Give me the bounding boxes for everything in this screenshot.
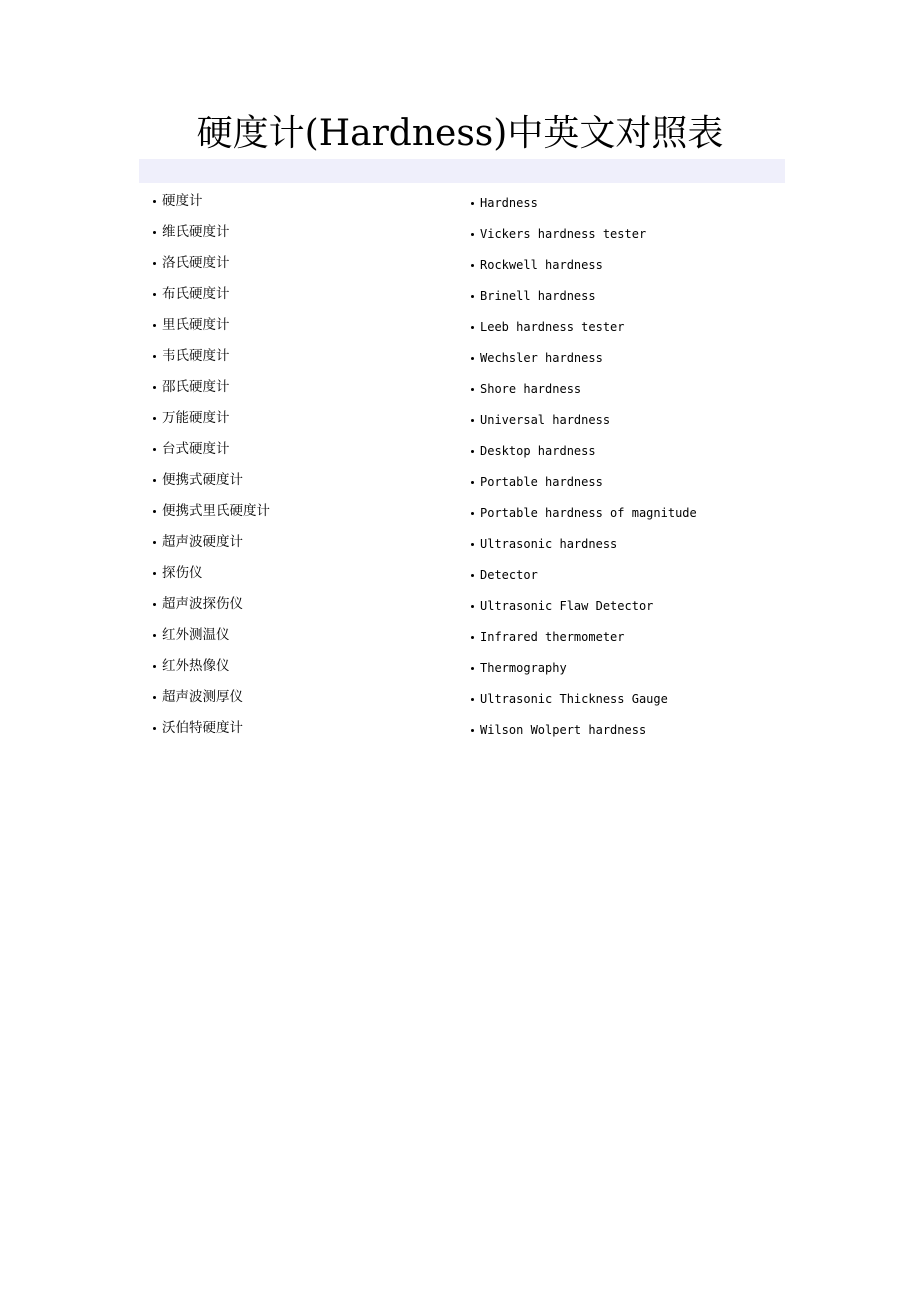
list-item — [150, 248, 450, 279]
bullet-icon — [471, 450, 474, 453]
bullet-icon — [471, 543, 474, 546]
english-term: Ultrasonic Thickness Gauge — [480, 692, 668, 706]
list-item — [150, 651, 450, 682]
bullet-icon — [153, 572, 156, 575]
chinese-term: 维氏硬度计 — [162, 224, 230, 240]
list-item — [468, 653, 798, 684]
list-item — [150, 713, 450, 744]
bullet-icon — [153, 696, 156, 699]
list-item — [468, 250, 798, 281]
list-item — [468, 467, 798, 498]
english-term: Vickers hardness tester — [480, 227, 647, 241]
english-term: Portable hardness of magnitude — [480, 506, 697, 520]
bullet-icon — [471, 202, 474, 205]
list-item — [468, 188, 798, 219]
list-item — [150, 465, 450, 496]
english-term: Brinell hardness — [480, 289, 596, 303]
list-item — [468, 219, 798, 250]
english-term: Leeb hardness tester — [480, 320, 625, 334]
chinese-term: 洛氏硬度计 — [162, 255, 230, 271]
english-term: Ultrasonic Flaw Detector — [480, 599, 654, 613]
bullet-icon — [153, 200, 156, 203]
chinese-term: 探伤仪 — [162, 565, 203, 581]
chinese-term: 超声波探伤仪 — [162, 596, 243, 612]
english-term: Ultrasonic hardness — [480, 537, 618, 551]
bullet-icon — [471, 295, 474, 298]
list-item — [468, 343, 798, 374]
chinese-term: 硬度计 — [162, 193, 203, 209]
bullet-icon — [471, 419, 474, 422]
list-item — [150, 310, 450, 341]
list-item — [150, 527, 450, 558]
english-term-list — [468, 188, 798, 746]
list-item — [468, 498, 798, 529]
list-item — [468, 591, 798, 622]
bullet-icon — [153, 262, 156, 265]
english-term: Hardness — [480, 196, 538, 210]
chinese-term: 韦氏硬度计 — [162, 348, 230, 364]
english-term: Detector — [480, 568, 538, 582]
bullet-icon — [471, 481, 474, 484]
list-item — [150, 403, 450, 434]
bullet-icon — [153, 448, 156, 451]
english-term: Infrared thermometer — [480, 630, 625, 644]
list-item — [150, 558, 450, 589]
bullet-icon — [153, 231, 156, 234]
chinese-term: 便携式里氏硬度计 — [162, 503, 270, 519]
bullet-icon — [471, 667, 474, 670]
list-item — [150, 341, 450, 372]
header-band — [139, 159, 785, 183]
chinese-term: 超声波测厚仪 — [162, 689, 243, 705]
bullet-icon — [153, 727, 156, 730]
list-item — [150, 186, 450, 217]
bullet-icon — [153, 510, 156, 513]
english-term: Universal hardness — [480, 413, 611, 427]
bullet-icon — [471, 326, 474, 329]
list-item — [468, 684, 798, 715]
bullet-icon — [153, 386, 156, 389]
chinese-term: 万能硬度计 — [162, 410, 230, 426]
chinese-term: 邵氏硬度计 — [162, 379, 230, 395]
list-item — [468, 529, 798, 560]
list-item — [468, 405, 798, 436]
chinese-term: 里氏硬度计 — [162, 317, 230, 333]
list-item — [468, 560, 798, 591]
list-item — [468, 622, 798, 653]
list-item — [468, 436, 798, 467]
bullet-icon — [153, 324, 156, 327]
bullet-icon — [153, 665, 156, 668]
english-term: Rockwell hardness — [480, 258, 603, 272]
english-term: Wilson Wolpert hardness — [480, 723, 647, 737]
bullet-icon — [153, 479, 156, 482]
bullet-icon — [471, 388, 474, 391]
bullet-icon — [471, 605, 474, 608]
chinese-term: 台式硬度计 — [162, 441, 230, 457]
bullet-icon — [153, 603, 156, 606]
chinese-term: 超声波硬度计 — [162, 534, 243, 550]
list-item — [150, 682, 450, 713]
chinese-term: 红外测温仪 — [162, 627, 230, 643]
list-item — [150, 279, 450, 310]
list-item — [150, 217, 450, 248]
list-item — [468, 312, 798, 343]
bullet-icon — [471, 698, 474, 701]
bullet-icon — [153, 634, 156, 637]
bullet-icon — [471, 729, 474, 732]
list-item — [150, 372, 450, 403]
list-item — [150, 434, 450, 465]
bullet-icon — [153, 355, 156, 358]
bullet-icon — [153, 541, 156, 544]
list-item — [150, 620, 450, 651]
chinese-term: 布氏硬度计 — [162, 286, 230, 302]
page-title: 硬度计(Hardness)中英文对照表 — [196, 113, 724, 154]
english-term: Portable hardness — [480, 475, 603, 489]
bullet-icon — [471, 512, 474, 515]
bullet-icon — [471, 574, 474, 577]
chinese-term: 红外热像仪 — [162, 658, 230, 674]
chinese-term-list — [150, 188, 450, 746]
bullet-icon — [471, 636, 474, 639]
list-item — [468, 715, 798, 746]
bullet-icon — [471, 233, 474, 236]
english-term: Desktop hardness — [480, 444, 596, 458]
english-term: Shore hardness — [480, 382, 582, 396]
bullet-icon — [471, 264, 474, 267]
bullet-icon — [153, 417, 156, 420]
list-item — [468, 281, 798, 312]
english-term: Wechsler hardness — [480, 351, 603, 365]
english-term: Thermography — [480, 661, 567, 675]
list-item — [150, 589, 450, 620]
chinese-term: 便携式硬度计 — [162, 472, 243, 488]
list-item — [150, 496, 450, 527]
list-item — [468, 374, 798, 405]
chinese-term: 沃伯特硬度计 — [162, 720, 243, 736]
bullet-icon — [471, 357, 474, 360]
bullet-icon — [153, 293, 156, 296]
